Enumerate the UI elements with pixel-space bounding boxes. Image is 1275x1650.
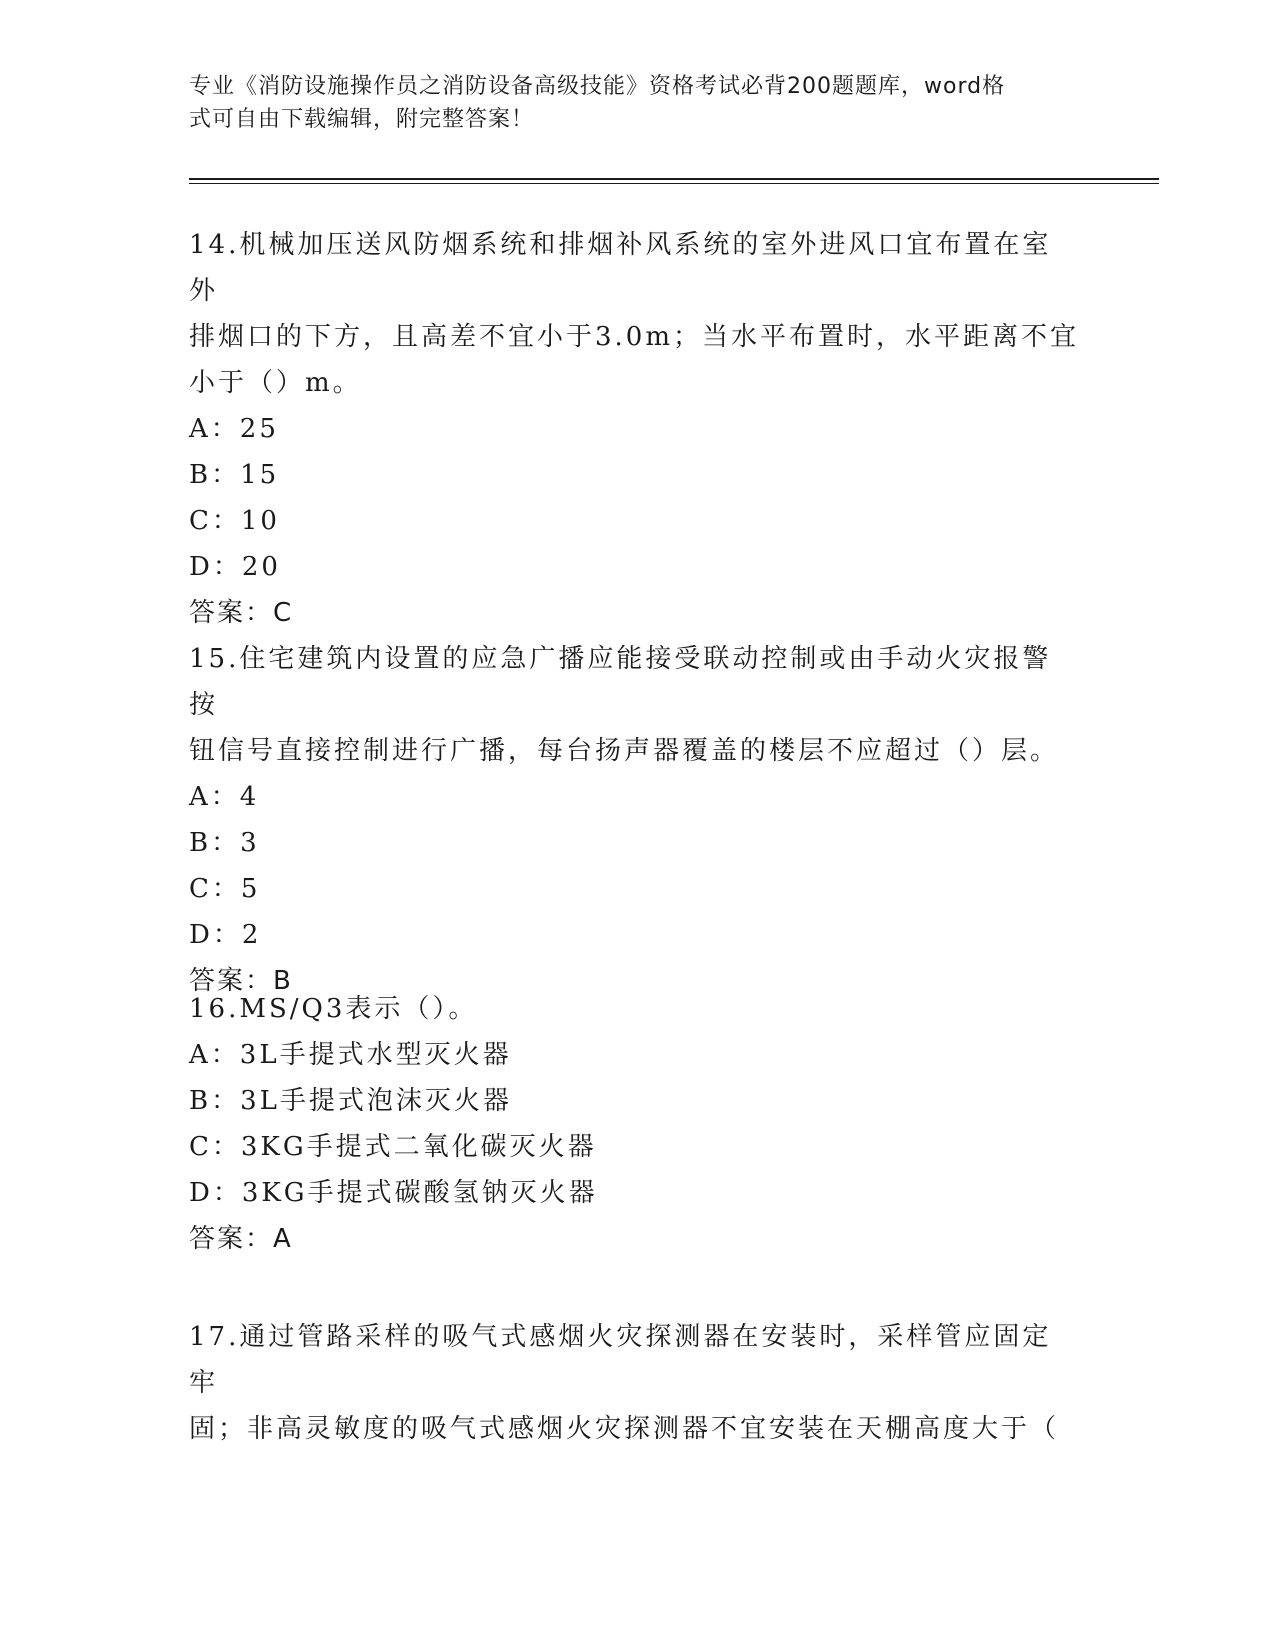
option-a: A：25 [189,414,279,444]
header-line-2: 式可自由下载编辑，附完整答案！ [189,107,535,132]
option-c: C：10 [189,506,280,536]
question-17 [189,1314,1079,1452]
option-c: C：3KG手提式二氧化碳灭火器 [189,1132,597,1162]
option-d: D：3KG手提式碳酸氢钠灭火器 [189,1178,598,1208]
option-b: B：3 [189,828,260,858]
question-stem-line: 固；非高灵敏度的吸气式感烟火灾探测器不宜安装在天棚高度大于（ [189,1414,1060,1444]
header-divider-thick [189,178,1159,180]
answer: 答案：A [189,1224,293,1254]
question-stem-line: 16.MS/Q3表示（）。 [189,994,478,1024]
answer: 答案：B [189,966,293,996]
question-14 [189,222,1079,636]
header-line-1: 专业《消防设施操作员之消防设备高级技能》资格考试必背200题题库，word格 [189,74,1006,99]
question-15 [189,636,1079,1004]
question-stem-line: 17.通过管路采样的吸气式感烟火灾探测器在安装时，采样管应固定牢 [189,1322,1052,1398]
option-d: D：20 [189,552,281,582]
option-b: B：3L手提式泡沫灭火器 [189,1086,512,1116]
document-header [189,70,1069,136]
question-16 [189,986,1079,1262]
answer: 答案：C [189,598,294,628]
question-stem-line: 排烟口的下方，且高差不宜小于3.0m；当水平布置时，水平距离不宜 [189,322,1080,352]
header-divider-thin [189,183,1159,184]
question-stem-line: 14.机械加压送风防烟系统和排烟补风系统的室外进风口宜布置在室外 [189,230,1052,306]
question-stem-line: 小于（）m。 [189,368,362,398]
option-a: A：3L手提式水型灭火器 [189,1040,512,1070]
question-stem-line: 15.住宅建筑内设置的应急广播应能接受联动控制或由手动火灾报警按 [189,644,1052,720]
question-stem-line: 钮信号直接控制进行广播，每台扬声器覆盖的楼层不应超过（）层。 [189,736,1060,766]
option-d: D：2 [189,920,262,950]
option-a: A：4 [189,782,260,812]
option-b: B：15 [189,460,280,490]
option-c: C：5 [189,874,261,904]
